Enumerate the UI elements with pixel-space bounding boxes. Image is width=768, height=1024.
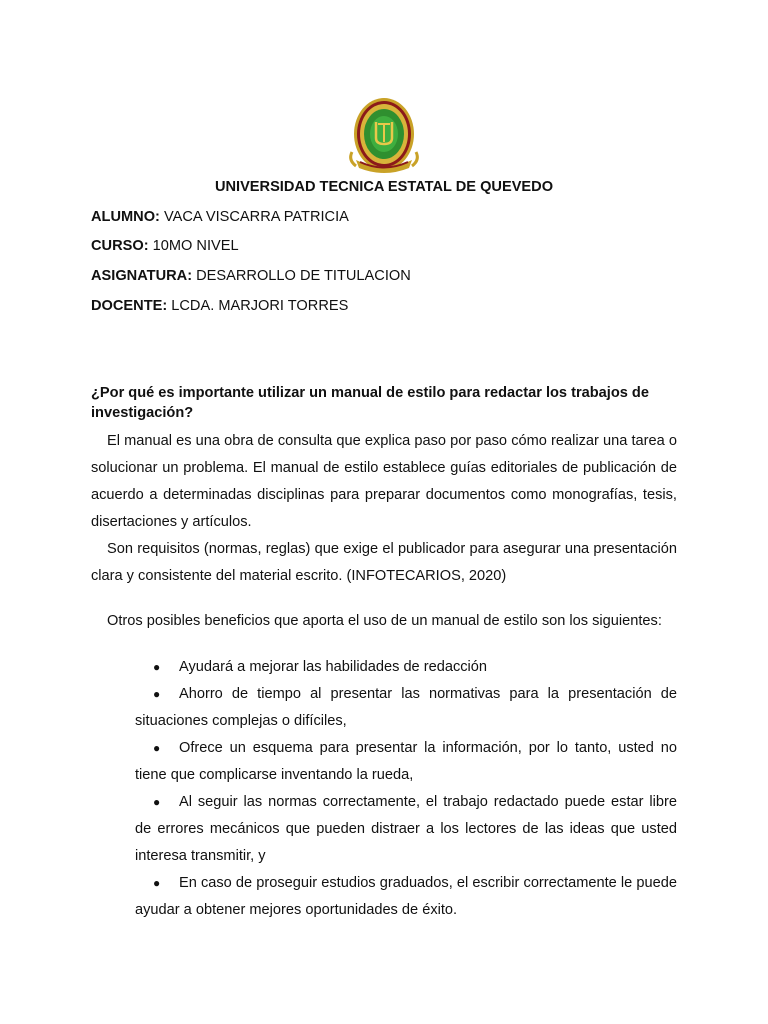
list-item-text: Al seguir las normas correctamente, el trabajo redactado puede estar libre de errores mecánicos que pueden distraer a los lectores de las ideas que usted interesa transmitir, y [135, 794, 677, 864]
subject-label: ASIGNATURA: [91, 268, 193, 284]
list-item [135, 789, 677, 870]
university-title: UNIVERSIDAD TECNICA ESTATAL DE QUEVEDO [214, 179, 554, 195]
bullet-icon: ● [153, 660, 161, 674]
list-item [135, 735, 677, 789]
paragraph-2-text: Son requisitos (normas, reglas) que exige el publicador para asegurar una presentación clara y consistente del material escrito. (INFOTECARIOS, 2020) [91, 541, 677, 584]
list-item-text: Ofrece un esquema para presentar la información, por lo tanto, usted no tiene que complicarse inventando la rueda, [135, 740, 677, 783]
course-line [91, 236, 239, 256]
paragraph-3 [91, 608, 677, 635]
student-line [91, 207, 349, 227]
list-item [135, 654, 677, 681]
question-heading: ¿Por qué es importante utilizar un manual de estilo para redactar los trabajos de investigación? [91, 385, 649, 421]
list-item-text: Ahorro de tiempo al presentar las normativas para la presentación de situaciones complejas o difíciles, [135, 686, 677, 729]
list-item [135, 870, 677, 924]
bullet-icon: ● [153, 687, 161, 701]
paragraph-1 [91, 428, 677, 536]
bullet-icon: ● [153, 795, 161, 809]
teacher-label: DOCENTE: [91, 298, 168, 314]
subject-line [91, 266, 411, 286]
student-value: VACA VISCARRA PATRICIA [163, 209, 349, 225]
paragraph-1-text: El manual es una obra de consulta que explica paso por paso cómo realizar una tarea o solucionar un problema. El manual de estilo establece guías editoriales de publicación de acuerdo a determinadas disciplinas para preparar documentos como monografías, tesis, disertaciones y artículos. [91, 433, 677, 530]
student-label: ALUMNO: [91, 209, 160, 225]
list-item-text: Ayudará a mejorar las habilidades de redacción [179, 659, 488, 675]
paragraph-3-text: Otros posibles beneficios que aporta el uso de un manual de estilo son los siguientes: [107, 613, 662, 629]
course-label: CURSO: [91, 238, 149, 254]
list-item-text: En caso de proseguir estudios graduados, el escribir correctamente le puede ayudar a obtener mejores oportunidades de éxito. [135, 875, 677, 918]
paragraph-2 [91, 536, 677, 590]
list-item [135, 681, 677, 735]
course-value: 10MO NIVEL [152, 238, 239, 254]
subject-value: DESARROLLO DE TITULACION [196, 268, 411, 284]
bullet-icon: ● [153, 876, 161, 890]
teacher-value: LCDA. MARJORI TORRES [171, 298, 349, 314]
teacher-line [91, 296, 348, 316]
benefits-list [135, 654, 677, 924]
bullet-icon: ● [153, 741, 161, 755]
university-seal-logo [346, 96, 422, 176]
